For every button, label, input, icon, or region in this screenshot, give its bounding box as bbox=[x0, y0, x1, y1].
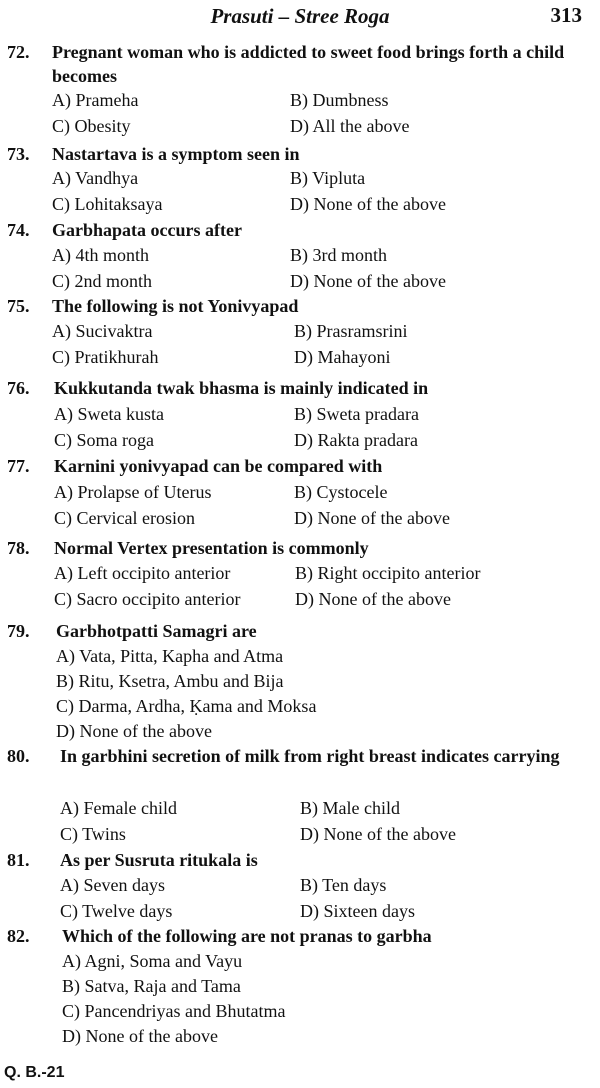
question-text: Kukkutanda twak bhasma is mainly indicated in bbox=[54, 378, 429, 398]
option-c: C) Obesity bbox=[52, 116, 131, 136]
option-d: D) All the above bbox=[290, 116, 410, 136]
question-text: Normal Vertex presentation is commonly bbox=[54, 538, 369, 558]
option-b: B) Vipluta bbox=[290, 168, 366, 188]
footer-code: Q. B.-21 bbox=[4, 1064, 65, 1081]
option-a: A) Vandhya bbox=[52, 168, 139, 188]
question-number: 74. bbox=[7, 220, 30, 240]
option-d: D) None of the above bbox=[290, 271, 446, 291]
question-number: 76. bbox=[7, 378, 30, 398]
option-a: A) 4th month bbox=[52, 245, 149, 265]
option-a: A) Left occipito anterior bbox=[54, 563, 231, 583]
option-d: D) Sixteen days bbox=[300, 901, 415, 921]
option-b: B) Right occipito anterior bbox=[295, 563, 481, 583]
option-a: A) Female child bbox=[60, 798, 177, 818]
option-b: B) Prasramsrini bbox=[294, 321, 408, 341]
option-d: D) Mahayoni bbox=[294, 347, 391, 367]
option-b: B) Dumbness bbox=[290, 90, 389, 110]
page-number: 313 bbox=[550, 3, 582, 27]
option-a: A) Prameha bbox=[52, 90, 139, 110]
question-number: 80. bbox=[7, 746, 30, 766]
question-text: In garbhini secretion of milk from right breast indicates carrying bbox=[60, 746, 560, 766]
option-c: C) Pancendriyas and Bhutatma bbox=[62, 1001, 286, 1021]
question-text: Karnini yonivyapad can be compared with bbox=[54, 456, 383, 476]
option-a: A) Vata, Pitta, Kapha and Atma bbox=[56, 646, 284, 666]
option-d: D) None of the above bbox=[290, 194, 446, 214]
option-c: C) Cervical erosion bbox=[54, 508, 195, 528]
question-text: Garbhapata occurs after bbox=[52, 220, 242, 240]
question-text: Nastartava is a symptom seen in bbox=[52, 144, 300, 164]
option-c: C) 2nd month bbox=[52, 271, 153, 291]
question-text: Garbhotpatti Samagri are bbox=[56, 621, 257, 641]
question-text: The following is not Yonivyapad bbox=[52, 296, 299, 316]
option-c: C) Soma roga bbox=[54, 430, 154, 450]
question-number: 79. bbox=[7, 621, 30, 641]
option-d: D) None of the above bbox=[62, 1026, 218, 1046]
question-text: Which of the following are not pranas to garbha bbox=[62, 926, 432, 946]
option-b: B) Ten days bbox=[300, 875, 387, 895]
option-d: D) None of the above bbox=[56, 721, 212, 741]
option-b: B) Satva, Raja and Tama bbox=[62, 976, 241, 996]
option-a: A) Prolapse of Uterus bbox=[54, 482, 212, 502]
option-b: B) Cystocele bbox=[294, 482, 388, 502]
option-d: D) Rakta pradara bbox=[294, 430, 418, 450]
option-a: A) Agni, Soma and Vayu bbox=[62, 951, 243, 971]
option-b: B) Ritu, Ksetra, Ambu and Bija bbox=[56, 671, 284, 691]
question-number: 78. bbox=[7, 538, 30, 558]
option-b: B) 3rd month bbox=[290, 245, 387, 265]
question-number: 81. bbox=[7, 850, 30, 870]
option-d: D) None of the above bbox=[300, 824, 456, 844]
question-number: 73. bbox=[7, 144, 30, 164]
option-c: C) Sacro occipito anterior bbox=[54, 589, 241, 609]
option-c: C) Twins bbox=[60, 824, 126, 844]
question-number: 82. bbox=[7, 926, 30, 946]
option-c: C) Twelve days bbox=[60, 901, 173, 921]
question-number: 77. bbox=[7, 456, 30, 476]
option-c: C) Darma, Ardha, Ḳama and Moksa bbox=[56, 696, 317, 716]
question-number: 75. bbox=[7, 296, 30, 316]
option-a: A) Sucivaktra bbox=[52, 321, 153, 341]
option-b: B) Male child bbox=[300, 798, 400, 818]
option-d: D) None of the above bbox=[294, 508, 450, 528]
option-a: A) Sweta kusta bbox=[54, 404, 164, 424]
option-c: C) Lohitaksaya bbox=[52, 194, 163, 214]
question-text: As per Susruta ritukala is bbox=[60, 850, 258, 870]
option-b: B) Sweta pradara bbox=[294, 404, 419, 424]
question-text: Pregnant woman who is addicted to sweet food brings forth a child becomes bbox=[52, 42, 565, 86]
question-number: 72. bbox=[7, 42, 30, 62]
page-title: Prasuti – Stree Roga bbox=[210, 4, 390, 28]
option-d: D) None of the above bbox=[295, 589, 451, 609]
option-a: A) Seven days bbox=[60, 875, 165, 895]
option-c: C) Pratikhurah bbox=[52, 347, 159, 367]
